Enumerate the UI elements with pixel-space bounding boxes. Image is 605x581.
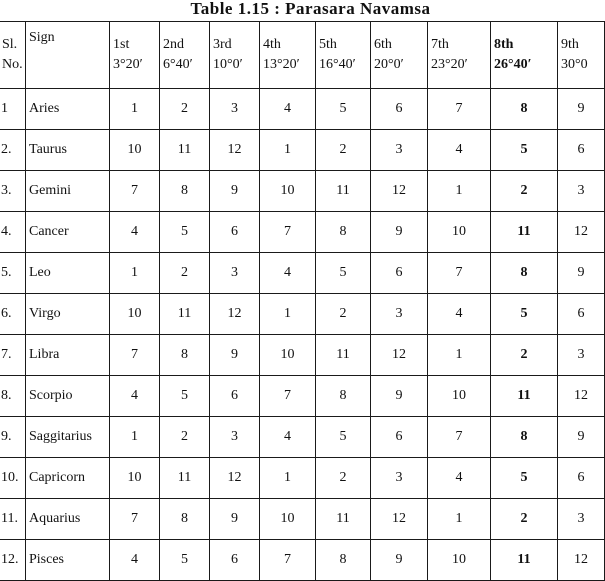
navamsa-cell: 4 <box>428 458 491 499</box>
navamsa-cell: 2 <box>491 171 558 212</box>
navamsa-cell: 4 <box>110 376 160 417</box>
row-sign-name: Cancer <box>26 212 110 253</box>
navamsa-cell: 4 <box>260 417 316 458</box>
navamsa-cell: 7 <box>428 89 491 130</box>
row-sl-no: 10. <box>0 458 26 499</box>
navamsa-cell: 8 <box>160 499 210 540</box>
navamsa-cell: 1 <box>110 89 160 130</box>
navamsa-cell: 4 <box>260 89 316 130</box>
row-sign-name: Taurus <box>26 130 110 171</box>
row-sign-name: Virgo <box>26 294 110 335</box>
header-col-ordinal: 5th <box>319 37 337 52</box>
navamsa-cell: 4 <box>110 540 160 581</box>
navamsa-table <box>0 21 605 581</box>
header-col-degree: 26°40′ <box>494 57 532 72</box>
navamsa-cell: 10 <box>110 294 160 335</box>
navamsa-cell: 12 <box>371 499 428 540</box>
navamsa-cell: 9 <box>371 212 428 253</box>
row-sign-name: Gemini <box>26 171 110 212</box>
navamsa-cell: 10 <box>260 335 316 376</box>
header-sign <box>26 22 110 89</box>
row-sign-name: Libra <box>26 335 110 376</box>
navamsa-cell: 6 <box>558 130 605 171</box>
navamsa-cell: 3 <box>558 335 605 376</box>
row-sl-no: 3. <box>0 171 26 212</box>
header-col-degree: 13°20′ <box>263 57 300 72</box>
row-sign-name: Capricorn <box>26 458 110 499</box>
navamsa-cell: 1 <box>110 417 160 458</box>
navamsa-cell: 2 <box>160 89 210 130</box>
header-col-degree: 23°20′ <box>431 57 468 72</box>
navamsa-cell: 12 <box>210 130 260 171</box>
table-row <box>0 499 605 540</box>
navamsa-cell: 6 <box>210 376 260 417</box>
navamsa-cell: 9 <box>371 540 428 581</box>
header-col <box>428 22 491 89</box>
table-row <box>0 294 605 335</box>
navamsa-cell: 11 <box>316 499 371 540</box>
navamsa-cell: 9 <box>371 376 428 417</box>
navamsa-cell: 5 <box>491 458 558 499</box>
navamsa-cell: 6 <box>371 253 428 294</box>
navamsa-cell: 5 <box>491 130 558 171</box>
navamsa-cell: 11 <box>491 376 558 417</box>
navamsa-cell: 8 <box>160 171 210 212</box>
row-sl-no: 5. <box>0 253 26 294</box>
row-sl-no: 9. <box>0 417 26 458</box>
header-col-degree: 10°0′ <box>213 57 243 72</box>
header-sl-line1: Sl. <box>2 37 18 52</box>
header-col <box>160 22 210 89</box>
header-col <box>316 22 371 89</box>
header-col-degree: 16°40′ <box>319 57 356 72</box>
navamsa-cell: 9 <box>558 417 605 458</box>
row-sl-no: 4. <box>0 212 26 253</box>
navamsa-cell: 3 <box>558 171 605 212</box>
header-col <box>110 22 160 89</box>
table-row <box>0 89 605 130</box>
row-sl-no: 11. <box>0 499 26 540</box>
header-col-degree: 20°0′ <box>374 57 404 72</box>
navamsa-cell: 5 <box>316 417 371 458</box>
navamsa-cell: 12 <box>371 335 428 376</box>
row-sign-name: Pisces <box>26 540 110 581</box>
header-sl-line2: No. <box>2 57 23 72</box>
row-sl-no: 8. <box>0 376 26 417</box>
table-body <box>0 89 605 581</box>
row-sign-name: Leo <box>26 253 110 294</box>
navamsa-cell: 9 <box>210 499 260 540</box>
navamsa-cell: 5 <box>316 89 371 130</box>
navamsa-cell: 4 <box>428 130 491 171</box>
row-sl-no: 1 <box>0 89 26 130</box>
navamsa-cell: 11 <box>491 540 558 581</box>
row-sign-name: Aquarius <box>26 499 110 540</box>
navamsa-cell: 12 <box>371 171 428 212</box>
navamsa-cell: 9 <box>210 335 260 376</box>
navamsa-cell: 6 <box>210 540 260 581</box>
table-row <box>0 458 605 499</box>
navamsa-cell: 1 <box>428 499 491 540</box>
navamsa-cell: 6 <box>210 212 260 253</box>
row-sl-no: 6. <box>0 294 26 335</box>
navamsa-cell: 7 <box>428 417 491 458</box>
header-row <box>0 22 605 89</box>
navamsa-cell: 2 <box>316 130 371 171</box>
header-col-ordinal: 1st <box>113 37 130 52</box>
table-row <box>0 376 605 417</box>
navamsa-cell: 4 <box>428 294 491 335</box>
navamsa-cell: 7 <box>260 376 316 417</box>
table-row <box>0 540 605 581</box>
row-sl-no: 12. <box>0 540 26 581</box>
header-col-degree: 30°0 <box>561 57 588 72</box>
header-col-ordinal: 7th <box>431 37 449 52</box>
navamsa-cell: 11 <box>160 294 210 335</box>
navamsa-cell: 12 <box>558 376 605 417</box>
navamsa-cell: 7 <box>260 212 316 253</box>
header-col-degree: 3°20′ <box>113 57 143 72</box>
header-col-ordinal: 3rd <box>213 37 232 52</box>
navamsa-cell: 1 <box>428 171 491 212</box>
table-row <box>0 417 605 458</box>
navamsa-cell: 11 <box>316 171 371 212</box>
table-row <box>0 130 605 171</box>
navamsa-cell: 8 <box>491 89 558 130</box>
navamsa-cell: 1 <box>260 130 316 171</box>
navamsa-cell: 3 <box>371 458 428 499</box>
header-col-ordinal: 9th <box>561 37 579 52</box>
navamsa-cell: 1 <box>110 253 160 294</box>
navamsa-cell: 2 <box>491 335 558 376</box>
navamsa-cell: 2 <box>160 253 210 294</box>
navamsa-cell: 12 <box>210 294 260 335</box>
navamsa-cell: 6 <box>558 294 605 335</box>
header-col <box>210 22 260 89</box>
navamsa-cell: 7 <box>110 499 160 540</box>
navamsa-cell: 7 <box>260 540 316 581</box>
header-col <box>371 22 428 89</box>
table-title: Table 1.15 : Parasara Navamsa <box>190 0 431 18</box>
navamsa-cell: 5 <box>316 253 371 294</box>
navamsa-cell: 2 <box>160 417 210 458</box>
navamsa-cell: 3 <box>210 253 260 294</box>
navamsa-cell: 8 <box>160 335 210 376</box>
navamsa-cell: 10 <box>428 212 491 253</box>
navamsa-cell: 9 <box>558 253 605 294</box>
navamsa-cell: 4 <box>110 212 160 253</box>
navamsa-cell: 9 <box>558 89 605 130</box>
navamsa-cell: 8 <box>491 253 558 294</box>
header-col-ordinal: 2nd <box>163 37 184 52</box>
navamsa-cell: 12 <box>210 458 260 499</box>
navamsa-cell: 5 <box>491 294 558 335</box>
header-col-ordinal: 6th <box>374 37 392 52</box>
navamsa-cell: 7 <box>428 253 491 294</box>
navamsa-cell: 3 <box>558 499 605 540</box>
navamsa-cell: 1 <box>260 294 316 335</box>
navamsa-cell: 7 <box>110 335 160 376</box>
table-row <box>0 171 605 212</box>
header-col <box>491 22 558 89</box>
navamsa-cell: 10 <box>428 376 491 417</box>
navamsa-cell: 8 <box>316 212 371 253</box>
navamsa-cell: 3 <box>371 294 428 335</box>
navamsa-cell: 6 <box>558 458 605 499</box>
header-col <box>558 22 605 89</box>
navamsa-cell: 5 <box>160 376 210 417</box>
header-sign-label: Sign <box>29 30 55 45</box>
row-sign-name: Aries <box>26 89 110 130</box>
navamsa-cell: 5 <box>160 540 210 581</box>
navamsa-cell: 11 <box>160 130 210 171</box>
navamsa-cell: 11 <box>316 335 371 376</box>
header-col-ordinal: 8th <box>494 37 514 52</box>
navamsa-cell: 6 <box>371 89 428 130</box>
header-col-degree: 6°40′ <box>163 57 193 72</box>
row-sl-no: 2. <box>0 130 26 171</box>
navamsa-cell: 2 <box>316 458 371 499</box>
navamsa-cell: 10 <box>260 171 316 212</box>
header-col <box>260 22 316 89</box>
navamsa-cell: 3 <box>371 130 428 171</box>
row-sign-name: Saggitarius <box>26 417 110 458</box>
navamsa-cell: 10 <box>260 499 316 540</box>
navamsa-cell: 8 <box>316 376 371 417</box>
navamsa-cell: 2 <box>316 294 371 335</box>
navamsa-cell: 2 <box>491 499 558 540</box>
navamsa-cell: 10 <box>428 540 491 581</box>
header-sl-no <box>0 22 26 89</box>
navamsa-cell: 11 <box>160 458 210 499</box>
navamsa-cell: 7 <box>110 171 160 212</box>
navamsa-cell: 10 <box>110 458 160 499</box>
navamsa-cell: 9 <box>210 171 260 212</box>
navamsa-cell: 8 <box>316 540 371 581</box>
row-sl-no: 7. <box>0 335 26 376</box>
navamsa-cell: 8 <box>491 417 558 458</box>
row-sign-name: Scorpio <box>26 376 110 417</box>
table-row <box>0 335 605 376</box>
navamsa-cell: 4 <box>260 253 316 294</box>
navamsa-cell: 1 <box>428 335 491 376</box>
navamsa-cell: 11 <box>491 212 558 253</box>
navamsa-cell: 10 <box>110 130 160 171</box>
header-col-ordinal: 4th <box>263 37 281 52</box>
navamsa-cell: 5 <box>160 212 210 253</box>
navamsa-cell: 6 <box>371 417 428 458</box>
navamsa-cell: 1 <box>260 458 316 499</box>
navamsa-cell: 3 <box>210 417 260 458</box>
navamsa-cell: 3 <box>210 89 260 130</box>
navamsa-cell: 12 <box>558 540 605 581</box>
table-row <box>0 212 605 253</box>
table-row <box>0 253 605 294</box>
navamsa-cell: 12 <box>558 212 605 253</box>
